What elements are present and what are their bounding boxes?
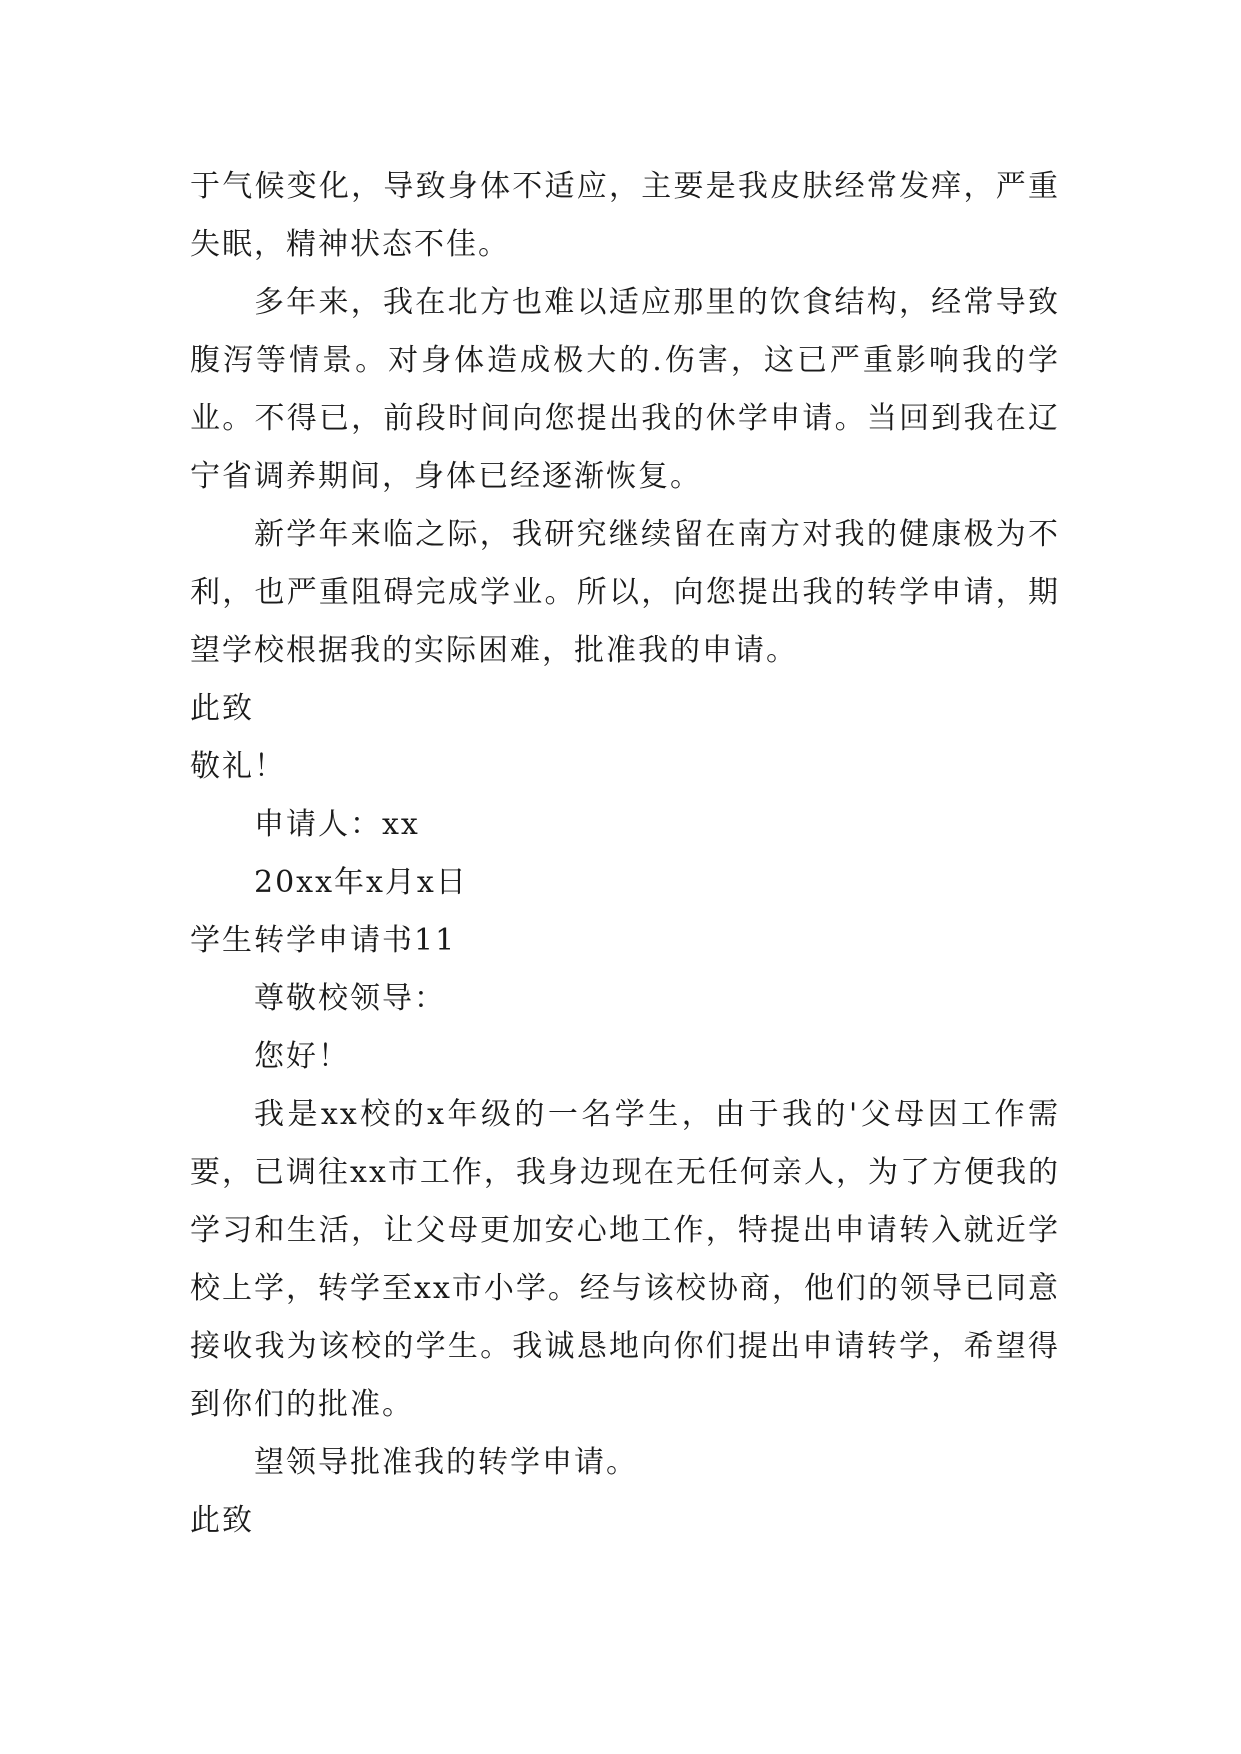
paragraph-2: 多年来，我在北方也难以适应那里的饮食结构，经常导致腹泻等情景。对身体造成极大的.伤害，这已严重影响我的学业。不得已，前段时间向您提出我的休学申请。当回到我在辽宁省调养期间，身体已经逐渐恢复。 [190,285,1060,494]
paragraph-1: 于气候变化，导致身体不适应，主要是我皮肤经常发痒，严重失眠，精神状态不佳。 [190,169,1060,262]
closing-salutation-2: 此致 [190,1503,254,1538]
paragraph-request: 望领导批准我的转学申请。 [254,1445,638,1480]
greeting-recipient: 尊敬校领导： [254,981,446,1016]
closing-salutation: 此致 [190,691,254,726]
document-body [190,158,1060,1550]
closing-regards: 敬礼！ [190,749,286,784]
section-title: 学生转学申请书11 [190,923,457,958]
paragraph-3: 新学年来临之际，我研究继续留在南方对我的健康极为不利，也严重阻碍完成学业。所以，向您提出我的转学申请，期望学校根据我的实际困难，批准我的申请。 [190,517,1060,668]
paragraph-body: 我是xx校的x年级的一名学生，由于我的'父母因工作需要，已调往xx市工作，我身边现在无任何亲人，为了方便我的学习和生活，让父母更加安心地工作，特提出申请转入就近学校上学，转学至xx市小学。经与该校协商，他们的领导已同意接收我为该校的学生。我诚恳地向你们提出申请转学，希望得到你们的批准。 [190,1097,1060,1422]
applicant-line: 申请人：xx [254,807,420,842]
date-line: 20xx年x月x日 [254,865,468,900]
greeting-hello: 您好！ [254,1039,350,1074]
